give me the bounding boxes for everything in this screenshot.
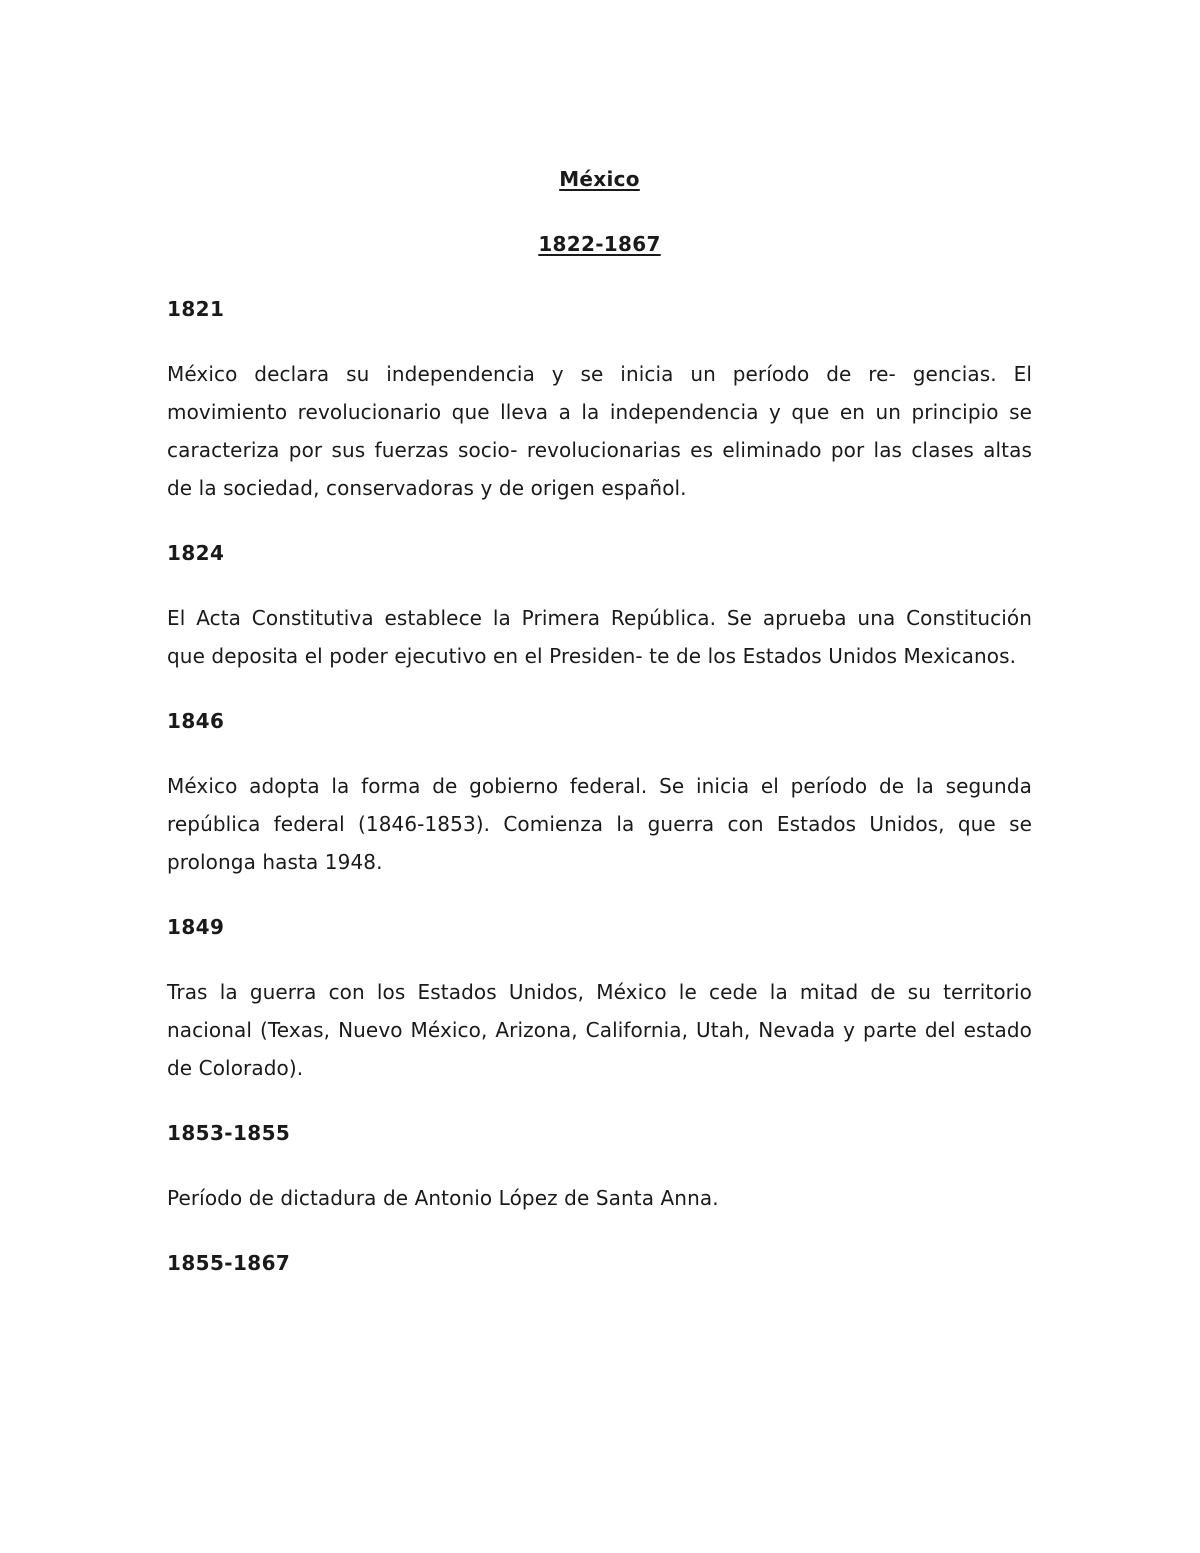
section-year: 1853-1855 (167, 1121, 291, 1145)
section-year: 1824 (167, 541, 225, 565)
section-year: 1849 (167, 915, 225, 939)
section-year: 1855-1867 (167, 1251, 291, 1275)
document-title: México (559, 167, 640, 191)
document-page (167, 160, 1032, 1282)
document-date-range: 1822-1867 (538, 232, 661, 256)
section-text: Tras la guerra con los Estados Unidos, México le cede la mitad de su territorio nacional (Texas, Nuevo México, Arizona, California, Utah, Nevada y parte del estado de Colorado). (167, 980, 1032, 1080)
section-text: México declara su independencia y se inicia un período de re- gencias. El movimiento revolucionario que lleva a la independencia y que en un principio se caracteriza por sus fuerzas socio- revolucionarias es eliminado por las clases altas de la sociedad, conservadoras y de origen español. (167, 362, 1032, 500)
section-year: 1846 (167, 709, 225, 733)
section-text: El Acta Constitutiva establece la Primera República. Se aprueba una Constitución que deposita el poder ejecutivo en el Presiden- te de los Estados Unidos Mexicanos. (167, 606, 1032, 668)
section-year: 1821 (167, 297, 225, 321)
section-text: México adopta la forma de gobierno federal. Se inicia el período de la segunda república federal (1846-1853). Comienza la guerra con Estados Unidos, que se prolonga hasta 1948. (167, 774, 1032, 874)
section-text: Período de dictadura de Antonio López de Santa Anna. (167, 1186, 719, 1210)
